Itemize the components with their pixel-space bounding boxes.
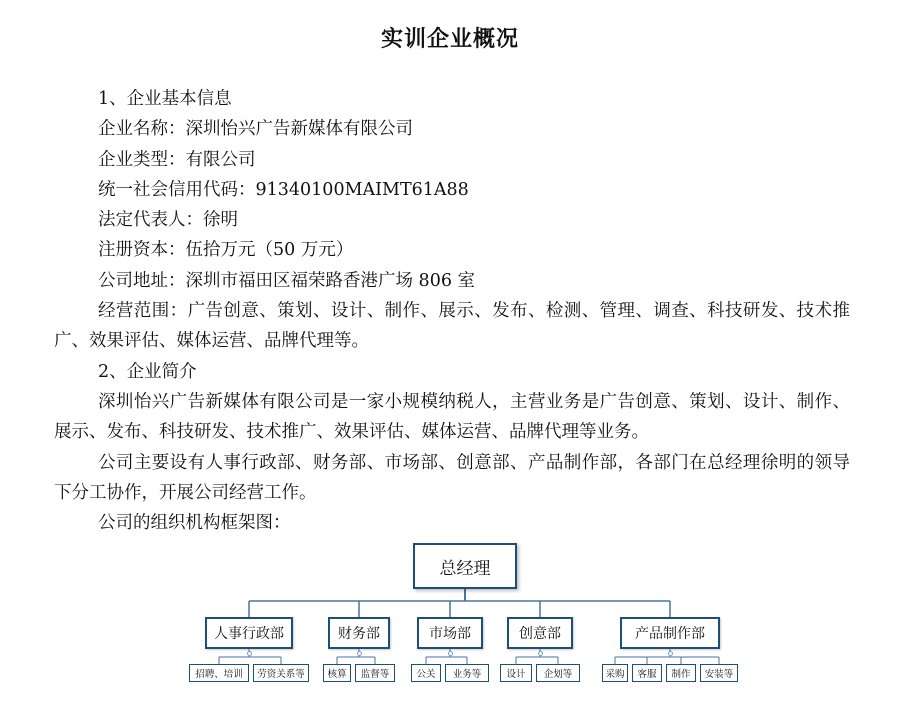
section2-heading: 2、企业简介 [98, 361, 197, 382]
org-node-sub-function: 客服 [632, 664, 662, 682]
connector-dot [357, 651, 362, 656]
org-node-department: 创意部 [507, 617, 573, 649]
org-chart [180, 530, 750, 690]
org-node-department: 产品制作部 [620, 617, 720, 649]
org-node-sub-function: 安装等 [700, 664, 738, 682]
chart-intro: 公司的组织机构框架图： [98, 513, 291, 534]
org-node-sub-function: 业务等 [445, 664, 489, 682]
org-node-sub-function: 企划等 [536, 664, 580, 682]
section1-heading: 1、企业基本信息 [98, 89, 232, 109]
org-node-department: 市场部 [417, 617, 483, 649]
org-node-sub-function: 采购 [602, 664, 628, 682]
registered-capital: 注册资本：伍拾万元（50 万元） [98, 240, 354, 261]
org-node-sub-function: 监督等 [355, 664, 395, 682]
legal-representative: 法定代表人：徐明 [98, 210, 238, 231]
business-scope: 经营范围：广告创意、策划、设计、制作、展示、发布、检测、管理、调查、科技研发、技术推广、效果评估、媒体运营、品牌代理等。 [54, 301, 850, 352]
company-type: 企业类型：有限公司 [98, 149, 256, 170]
connector-dot [538, 651, 543, 656]
org-node-sub-function: 招聘、培训 [189, 664, 249, 682]
org-node-sub-function: 公关 [411, 664, 441, 682]
document-body [54, 84, 850, 538]
org-node-department: 人事行政部 [205, 617, 293, 649]
org-node-sub-function: 核算 [323, 664, 351, 682]
org-node-department: 财务部 [328, 617, 390, 649]
org-node-sub-function: 设计 [500, 664, 532, 682]
connector-dot [247, 651, 252, 656]
company-address: 公司地址：深圳市福田区福荣路香港广场 806 室 [98, 270, 476, 291]
org-node-general-manager: 总经理 [413, 543, 517, 589]
intro-paragraph-1: 深圳怡兴广告新媒体有限公司是一家小规模纳税人，主营业务是广告创意、策划、设计、制作、展示、发布、科技研发、技术推广、效果评估、媒体运营、品牌代理等业务。 [54, 391, 850, 443]
company-name: 企业名称：深圳怡兴广告新媒体有限公司 [98, 119, 413, 140]
org-node-sub-function: 制作 [666, 664, 696, 682]
credit-code: 统一社会信用代码：91340100MAIMT61A88 [98, 179, 469, 200]
org-node-sub-function: 劳资关系等 [253, 664, 309, 682]
page-title: 实训企业概况 [380, 27, 519, 52]
connector-dot [448, 651, 453, 656]
intro-paragraph-2: 公司主要设有人事行政部、财务部、市场部、创意部、产品制作部，各部门在总经理徐明的领导下分工协作，开展公司经营工作。 [54, 452, 850, 503]
connector-dot [668, 651, 673, 656]
